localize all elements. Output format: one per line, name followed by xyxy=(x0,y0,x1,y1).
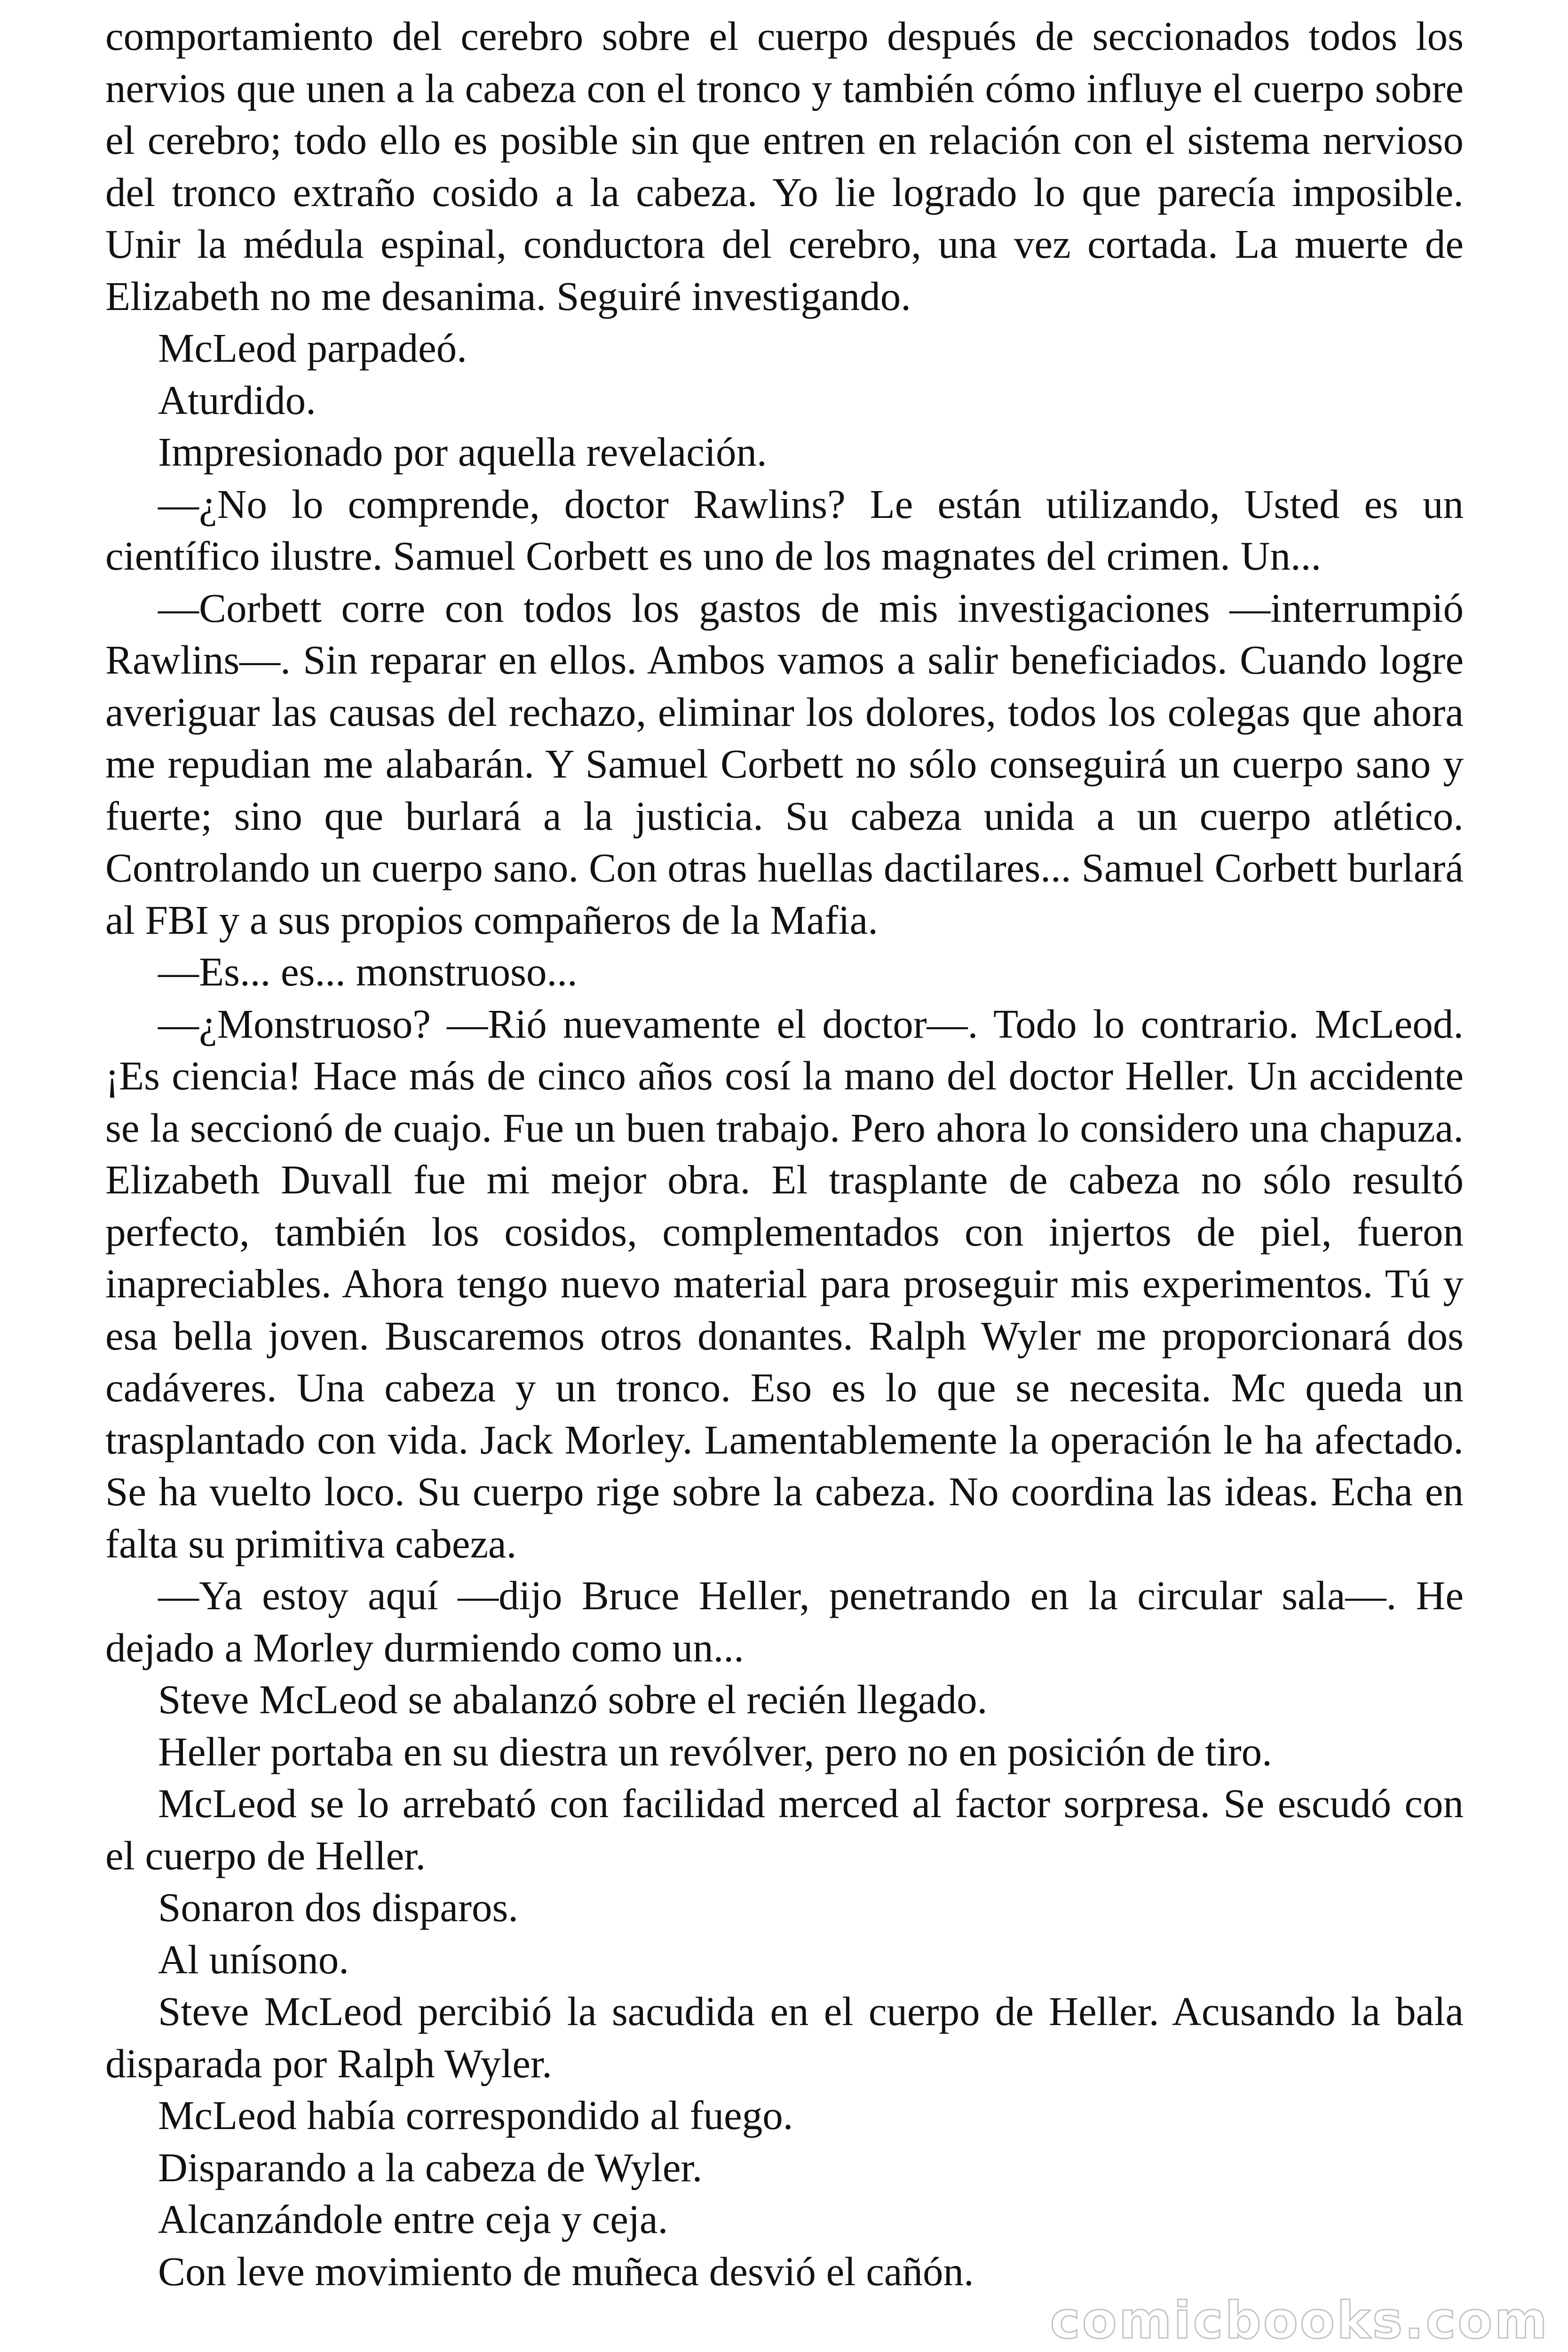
paragraph: Sonaron dos disparos. xyxy=(158,1884,519,1930)
paragraph: —¿No lo comprende, doctor Rawlins? Le están utilizando, Usted es un científico ilustre. Samuel Corbett es uno de los magnates del crimen. Un... xyxy=(105,481,1464,579)
paragraph: Heller portaba en su diestra un revólver, pero no en posición de tiro. xyxy=(158,1728,1272,1774)
paragraph: Con leve movimiento de muñeca desvió el cañón. xyxy=(158,2248,974,2294)
paragraph: Aturdido. xyxy=(158,377,316,423)
paragraph: McLeod parpadeó. xyxy=(158,325,467,371)
paragraph: McLeod había correspondido al fuego. xyxy=(158,2092,793,2138)
paragraph: Disparando a la cabeza de Wyler. xyxy=(158,2144,703,2190)
paragraph: Al unísono. xyxy=(158,1936,349,1982)
paragraph: McLeod se lo arrebató con facilidad merced al factor sorpresa. Se escudó con el cuerpo de Heller. xyxy=(105,1780,1464,1878)
paragraph: comportamiento del cerebro sobre el cuerpo después de seccionados todos los nervios que unen a la cabeza con el tronco y también cómo influye el cuerpo sobre el cerebro; todo ello es posible sin que entren en relación con el sistema nervioso del tronco extraño cosido a la cabeza. Yo lie logrado lo que parecía imposible. Unir la médula espinal, conductora del cerebro, una vez cortada. La muerte de Elizabeth no me desanima. Seguiré investigando. xyxy=(105,13,1464,319)
paragraph: —Ya estoy aquí —dijo Bruce Heller, penetrando en la circular sala—. He dejado a Morley durmiendo como un... xyxy=(105,1573,1464,1670)
paragraph: Steve McLeod se abalanzó sobre el recién llegado. xyxy=(158,1677,988,1722)
paragraph: Steve McLeod percibió la sacudida en el cuerpo de Heller. Acusando la bala disparada por Ralph Wyler. xyxy=(105,1988,1464,2086)
paragraph: —Corbett corre con todos los gastos de mis investigaciones —interrumpió Rawlins—. Sin reparar en ellos. Ambos vamos a salir beneficiados. Cuando logre averiguar las causas del rechazo, eliminar los dolores, todos los colegas que ahora me repudian me alabarán. Y Samuel Corbett no sólo conseguirá un cuerpo sano y fuerte; sino que burlará a la justicia. Su cabeza unida a un cuerpo atlético. Controlando un cuerpo sano. Con otras huellas dactilares... Samuel Corbett burlará al FBI y a sus propios compañeros de la Mafia. xyxy=(105,585,1464,943)
watermark-logo: comicbooks.com xyxy=(1050,2291,1549,2350)
paragraph: Impresionado por aquella revelación. xyxy=(158,429,767,475)
paragraph: —Es... es... monstruoso... xyxy=(158,949,578,994)
paragraph: —¿Monstruoso? —Rió nuevamente el doctor—. Todo lo contrario. McLeod. ¡Es ciencia! Hace más de cinco años cosí la mano del doctor Heller. Un accidente se la seccionó de cuajo. Fue un buen trabajo. Pero ahora lo considero una chapuza. Elizabeth Duvall fue mi mejor obra. El trasplante de cabeza no sólo resultó perfecto, también los cosidos, complementados con injertos de piel, fueron inapreciables. Ahora tengo nuevo material para proseguir mis experimentos. Tú y esa bella joven. Buscaremos otros donantes. Ralph Wyler me proporcionará dos cadáveres. Una cabeza y un tronco. Eso es lo que se necesita. Mc queda un trasplantado con vida. Jack Morley. Lamentablemente la operación le ha afectado. Se ha vuelto loco. Su cuerpo rige sobre la cabeza. No coordina las ideas. Echa en falta su primitiva cabeza. xyxy=(105,1001,1464,1566)
body-text xyxy=(105,10,1464,2297)
paragraph: Alcanzándole entre ceja y ceja. xyxy=(158,2196,668,2242)
